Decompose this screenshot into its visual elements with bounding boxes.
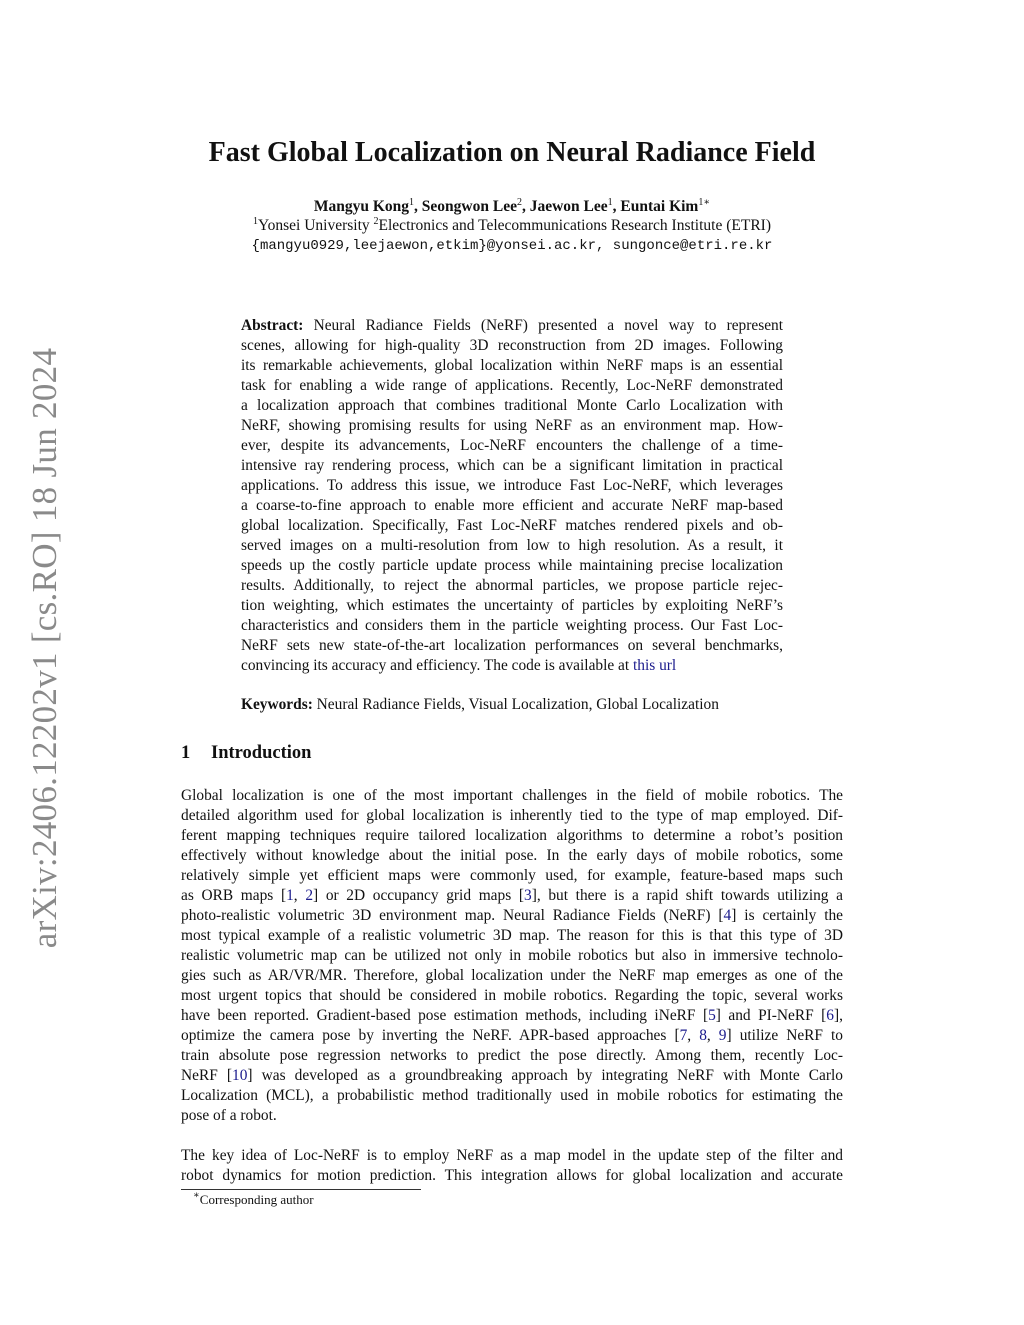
footnote [193,1192,314,1208]
footnote-rule [181,1189,421,1190]
citation-link[interactable]: 7 [679,1027,688,1044]
text-line: Global localization is one of the most important challenges in the field of mobile robotics. The [181,787,843,804]
author-name: Jaewon Lee [529,198,608,215]
text-line: intensive ray rendering process, which can be a significant limitation in practical [241,457,783,474]
citation-link[interactable]: 3 [523,887,532,904]
text-line: task for enabling a wide range of applications. Recently, Loc-NeRF demonstrated [241,377,783,394]
text-line: speeds up the costly particle update process while maintaining precise localization [241,557,783,574]
section-heading [181,742,311,764]
text-line: gies such as AR/VR/MR. Therefore, global localization under the NeRF map emerges as one of the [181,967,843,984]
text-line: pose of a robot. [181,1107,277,1124]
code-link[interactable]: this url [633,657,677,674]
text-line: applications. To address this issue, we introduce Fast Loc-NeRF, which leverages [241,477,783,494]
text-line: global localization. Specifically, Fast Loc-NeRF matches rendered pixels and ob- [241,517,783,534]
text-line: most typical example of a realistic volumetric 3D map. The reason for this is that this type of 3D [181,927,843,944]
text-line: served images on a multi-resolution from low to high resolution. As a result, it [241,537,783,554]
paper-title: Fast Global Localization on Neural Radiance Field [208,137,816,168]
intro-paragraph-2 [181,1146,843,1186]
text-line: photo-realistic volumetric 3D environment map. Neural Radiance Fields (NeRF) [4] is certainly the [181,907,843,924]
citation-link[interactable]: 6 [826,1007,834,1024]
text-line: have been reported. Gradient-based pose estimation methods, including iNeRF [5] and PI-NeRF [6], [181,1007,843,1024]
text-line: NeRF sets new state-of-the-art localization performances on several benchmarks, [241,637,783,654]
text-line: convincing its accuracy and efficiency. The code is available at this url [241,657,677,674]
author-name: Seongwon Lee [421,198,517,215]
author-list: Mangyu Kong$^1$, Seongwon Lee$^2$, Jaewon Lee$^1$, Euntai Kim$^{1∗}$ [313,197,711,215]
author-name: Mangyu Kong [313,198,410,215]
text-line: The key idea of Loc-NeRF is to employ NeRF as a map model in the update step of the filter and [181,1147,843,1164]
affiliation-mark: 1 [607,197,613,208]
affiliation-mark: 2 [516,197,522,208]
text-line: its remarkable achievements, global localization within NeRF maps is an essential [241,357,783,374]
text-line: as ORB maps [1, 2] or 2D occupancy grid maps [3], but there is a rapid shift towards utilizing a [181,887,843,904]
keywords-text: Neural Radiance Fields, Visual Localization, Global Localization [312,696,719,713]
section-title: Introduction [211,743,312,763]
citation-link[interactable]: 10 [232,1067,248,1084]
text-line: realistic volumetric map can be utilized not only in mobile robotics but also in immersive technolo- [181,947,843,964]
text-line: scenes, allowing for high-quality 3D reconstruction from 2D images. Following [241,337,783,354]
citation-link[interactable]: 9 [718,1027,727,1044]
section-number: 1 [181,743,191,763]
text-line: a localization approach that combines traditional Monte Carlo Localization with [241,397,783,414]
author-emails: {mangyu0929,leejaewon,etkim}@yonsei.ac.kr, sungonce@etri.re.kr [251,238,773,254]
footnote-mark: ∗ [193,1190,200,1201]
text-line: effectively without knowledge about the initial pose. In the early days of mobile robotics, some [181,847,843,864]
author-name: Euntai Kim [620,198,699,215]
text-line: most urgent topics that should be considered in mobile robotics. Regarding the topic, several works [181,987,843,1004]
text-line: optimize the camera pose by inverting the NeRF. APR-based approaches [7, 8, 9] utilize NeRF to [181,1027,843,1044]
text-line: characteristics and considers them in the particle weighting process. Our Fast Loc- [241,617,783,634]
keywords-label: Keywords: [241,696,313,713]
affiliation: Yonsei University [257,217,374,234]
text-line: NeRF, showing promising results for using NeRF as an environment map. How- [241,417,783,434]
text-line: tion weighting, which estimates the uncertainty of particles by exploiting NeRF’s [241,597,783,614]
affiliation-mark: 1 [252,216,258,227]
footnote-text: Corresponding author [199,1192,314,1207]
abstract [241,316,783,676]
abstract-label: Abstract: [241,317,304,334]
citation-link[interactable]: 2 [305,887,314,904]
affiliation: Electronics and Telecommunications Research Institute (ETRI) [378,217,771,234]
citation-link[interactable]: 5 [708,1007,716,1024]
text-line: Localization (MCL), a probabilistic method traditionally used in mobile robotics for estimating the [181,1087,843,1104]
affiliations [0,217,1024,235]
citation-link[interactable]: 8 [699,1027,707,1044]
affiliation-mark: 2 [373,216,379,227]
text-line: Abstract: Neural Radiance Fields (NeRF) presented a novel way to represent [241,317,783,334]
intro-paragraph-1 [181,786,843,1126]
text-line: robot dynamics for motion prediction. This integration allows for global localization and accurate [181,1167,843,1184]
text-line: ever, despite its advancements, Loc-NeRF encounters the challenge of a time- [241,437,783,454]
text-line: train absolute pose regression networks to predict the pose directly. Among them, recently Loc- [181,1047,843,1064]
text-line: results. Additionally, to reject the abnormal particles, we propose particle rejec- [241,577,783,594]
text-line: a coarse-to-fine approach to enable more efficient and accurate NeRF map-based [241,497,783,514]
text-line: detailed algorithm used for global localization is inherently tied to the type of map employed. Dif- [181,807,843,824]
citation-link[interactable]: 4 [723,907,732,924]
citation-link[interactable]: 1 [286,887,294,904]
text-line: ferent mapping techniques require tailored localization algorithms to determine a robot’s position [181,827,843,844]
text-line: relatively simple yet efficient maps were commonly used, for example, feature-based maps such [181,867,843,884]
text-line: NeRF [10] was developed as a groundbreaking approach by integrating NeRF with Monte Carlo [181,1067,843,1084]
affiliation-mark: 1∗ [698,197,711,208]
affiliation-mark: 1 [409,197,415,208]
keywords [241,695,719,715]
arxiv-identifier-sidebar: arXiv:2406.12202v1 [cs.RO] 18 Jun 2024 [25,347,64,949]
